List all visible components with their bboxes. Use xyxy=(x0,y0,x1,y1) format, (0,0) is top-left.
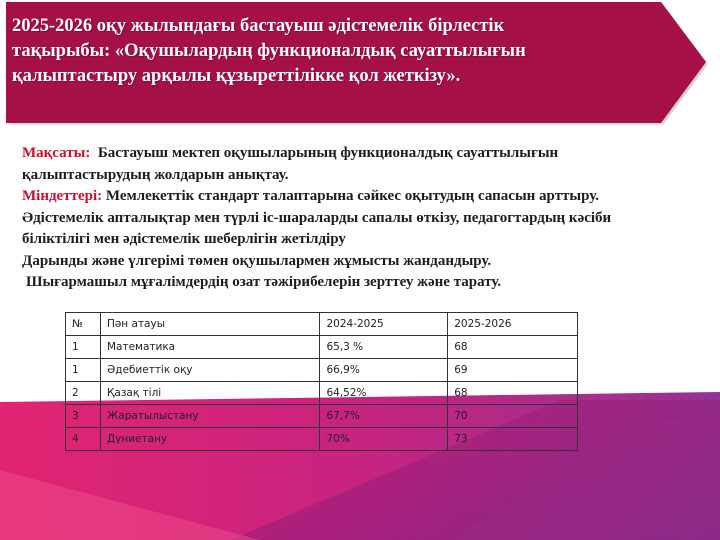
table-cell: Математика xyxy=(100,336,320,359)
table-cell: 66,9% xyxy=(320,359,448,382)
table-cell: 65,3 % xyxy=(320,336,448,359)
table-cell: 1 xyxy=(66,359,101,382)
table-cell: 3 xyxy=(66,405,101,428)
header-cell: Пән атауы xyxy=(100,313,320,336)
goals-section xyxy=(22,143,682,294)
table-header-row xyxy=(66,313,578,336)
banner-title: 2025-2026 оқу жылындағы бастауыш әдістемелік бірлестік тақырыбы: «Оқушылардың функционалдық сауаттылығын қалыптастыру арқылы құзыреттілікке қол жеткізу». xyxy=(12,16,526,86)
table-cell: 2 xyxy=(66,382,101,405)
table-cell: 64,52% xyxy=(320,382,448,405)
aim-label: Мақсаты: xyxy=(22,145,91,161)
tasks-line-4: Шығармашыл мұғалімдердің озат тәжірибелерін зерттеу және тарату. xyxy=(26,274,502,290)
table-cell: 68 xyxy=(448,336,578,359)
table-cell: Қазақ тілі xyxy=(100,382,320,405)
aim-paragraph xyxy=(22,143,682,186)
table-cell: 69 xyxy=(448,359,578,382)
table-cell: Жаратылыстану xyxy=(100,405,320,428)
header-cell: 2025-2026 xyxy=(448,313,578,336)
table-row xyxy=(66,405,578,428)
header-cell: № xyxy=(66,313,101,336)
table-cell: 1 xyxy=(66,336,101,359)
tasks-line-3: Дарынды және үлгерімі төмен оқушылармен жұмысты жандандыру. xyxy=(22,252,492,269)
tasks-text: Мемлекеттік стандарт талаптарына сәйкес оқытудың сапасын арттыру. Әдістемелік апталықтар мен түрлі іс-шараларды сапалы өткізу, педагогтардың кәсіби біліктілігі мен әдістемелік шеберлігін жетілдіру xyxy=(22,188,612,247)
table-cell: 70% xyxy=(320,428,448,451)
table-row xyxy=(66,382,578,405)
table-row xyxy=(66,359,578,382)
table-cell: 70 xyxy=(448,405,578,428)
table-cell: 68 xyxy=(448,382,578,405)
table-cell: Әдебиеттік оқу xyxy=(100,359,320,382)
aim-text: Бастауыш мектеп оқушыларының функционалдық сауаттылығын қалыптастырудың жолдарын анықтау. xyxy=(22,145,559,183)
table-cell: 67,7% xyxy=(320,405,448,428)
table-cell: 4 xyxy=(66,428,101,451)
table-row xyxy=(66,336,578,359)
tasks-paragraph xyxy=(22,186,682,251)
table-row xyxy=(66,428,578,451)
table-cell: Дүниетану xyxy=(100,428,320,451)
tasks-label: Міндеттері: xyxy=(22,188,103,204)
table-cell: 73 xyxy=(448,428,578,451)
header-cell: 2024-2025 xyxy=(320,313,448,336)
grades-table xyxy=(65,312,578,451)
